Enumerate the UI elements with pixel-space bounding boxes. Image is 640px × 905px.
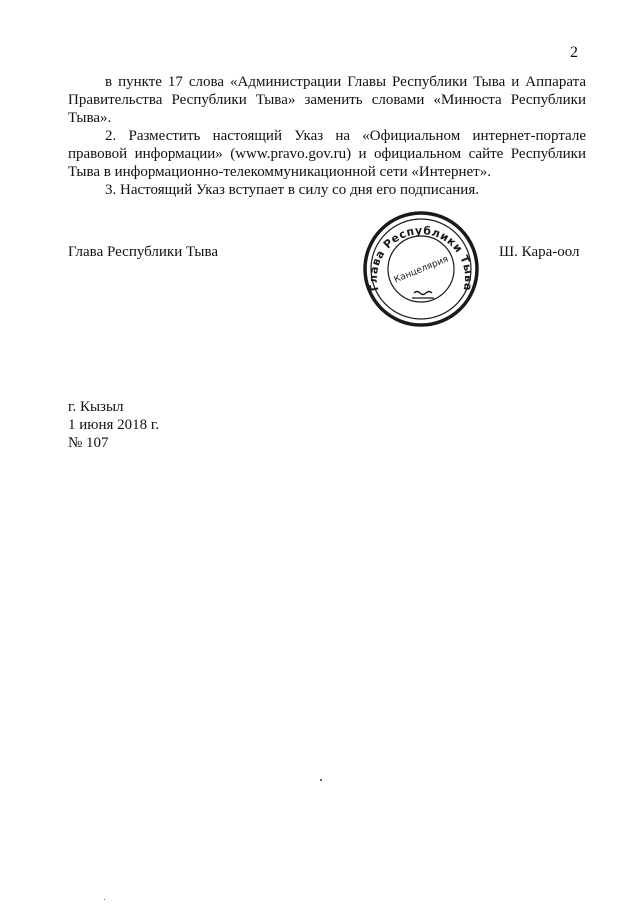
footer-number: № 107 bbox=[68, 435, 109, 451]
scan-speck bbox=[104, 899, 105, 900]
document-body bbox=[68, 73, 586, 199]
footer-date: 1 июня 2018 г. bbox=[68, 417, 160, 433]
paragraph-continuation: в пункте 17 слова «Администрации Главы Республики Тыва и Аппарата Правительства Республики Тыва» заменить словами «Минюста Республики Тыва». bbox=[68, 74, 586, 126]
seal-outer-text: Глава Республики Тыва bbox=[366, 224, 476, 293]
seal-scribble bbox=[412, 292, 434, 299]
seal-inner-text: Канцелярия bbox=[392, 254, 450, 286]
page-number: 2 bbox=[570, 44, 578, 61]
paragraph-2: 2. Разместить настоящий Указ на «Официальном интернет-портале правовой информации» (www.pravo.gov.ru) и официальном сайте Республики Тыва в информационно-телекоммуникационной сети «Интернет». bbox=[68, 128, 586, 180]
official-seal bbox=[362, 210, 480, 328]
signatory-position: Глава Республики Тыва bbox=[68, 244, 219, 260]
document-footer bbox=[68, 398, 159, 452]
paragraph-3: 3. Настоящий Указ вступает в силу со дня его подписания. bbox=[105, 182, 479, 198]
svg-text:Глава Республики Тыва bbox=[367, 224, 475, 292]
footer-city: г. Кызыл bbox=[68, 399, 124, 415]
scan-speck bbox=[320, 779, 322, 781]
signatory-name: Ш. Кара-оол bbox=[499, 244, 580, 260]
